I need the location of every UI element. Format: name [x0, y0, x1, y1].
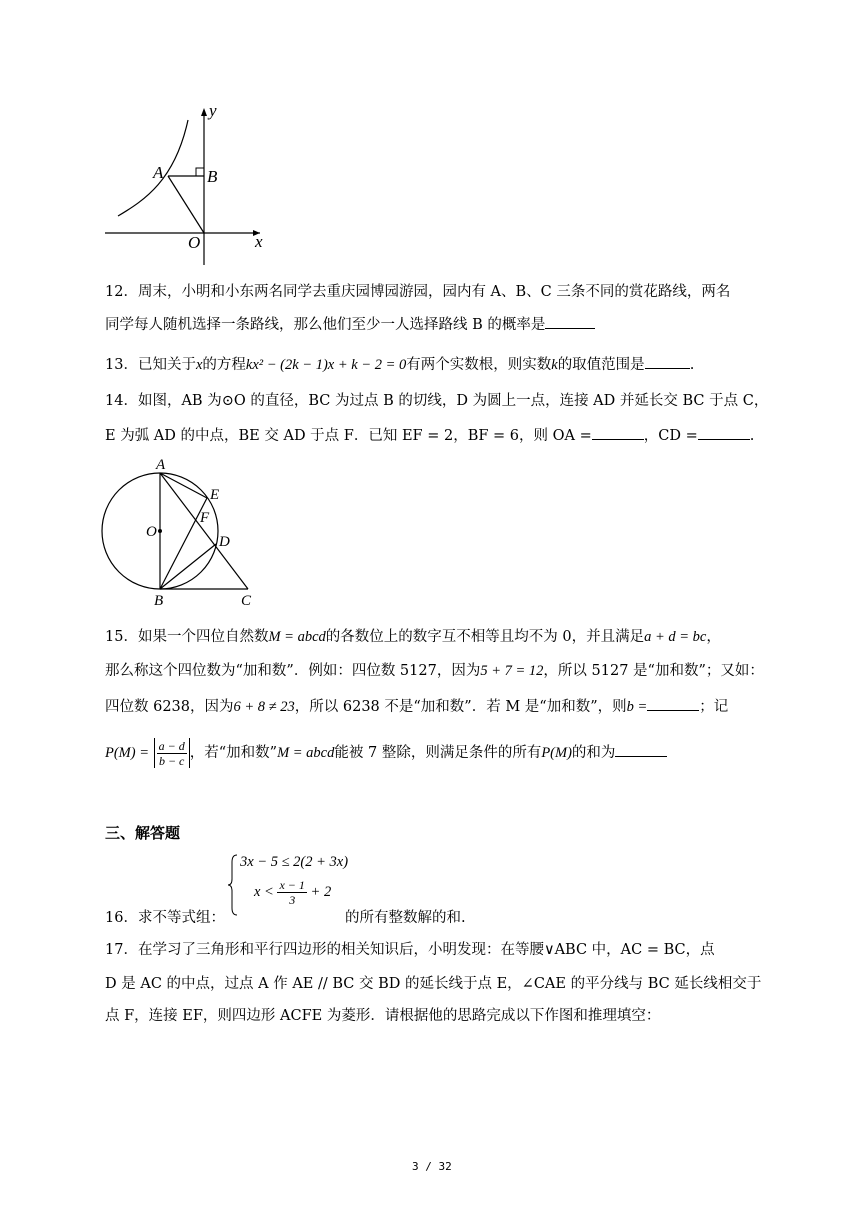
- q16-ineq2-rhs: + 2: [310, 883, 332, 900]
- label-y: y: [209, 101, 217, 120]
- q15-b-blank[interactable]: [647, 696, 699, 711]
- q16-ineq2: [254, 878, 331, 907]
- brace-icon: [228, 854, 238, 916]
- q14-text1: 如图，AB 为⊙O 的直径，BC 为过点 B 的切线，D 为圆上一点，连接 AD 并延长交 BC 于点 C，: [137, 393, 769, 409]
- q15-line2: [105, 661, 764, 681]
- q16-frac-num: x − 1: [279, 878, 305, 892]
- label-d: D: [219, 534, 230, 550]
- q15-text2b: ，所以 5127 是“加和数”；又如：: [543, 663, 764, 679]
- q15-pm2: P(M): [541, 745, 572, 761]
- q16-frac: [277, 878, 306, 907]
- q16-tail: 的所有整数解的和.: [345, 910, 466, 926]
- label-o: O: [188, 233, 201, 252]
- q12-text1: 周末，小明和小东两名同学去重庆园博园游园，园内有 A、B、C 三条不同的赏花路线，两名: [137, 284, 731, 300]
- page-number: 3 / 32: [412, 1160, 452, 1173]
- q12-text2: 同学每人随机选择一条路线，那么他们至少一人选择路线 B 的概率是: [105, 317, 546, 333]
- q13-line: [105, 354, 694, 375]
- q15-text3c: ；记: [699, 699, 729, 715]
- q15-text1a: 如果一个四位自然数: [137, 629, 269, 645]
- q13-tail: 的取值范围是: [557, 357, 645, 373]
- q14-text2c: .: [749, 428, 755, 444]
- q15-abs-frac: [154, 738, 190, 768]
- q16-frac-den: 3: [289, 893, 296, 907]
- q13-answer-blank[interactable]: [645, 354, 690, 369]
- line-ae: [160, 473, 207, 498]
- q12-line1: [105, 282, 730, 302]
- label-e: E: [210, 487, 220, 503]
- q15-text1c: ，: [706, 629, 721, 645]
- q17-text1: 在学习了三角形和平行四边形的相关知识后，小明发现：在等腰∨ABC 中，AC = BC，点: [137, 942, 715, 958]
- q15-m-eq2: M = abcd: [277, 745, 335, 761]
- label-f: F: [200, 510, 210, 526]
- q17-text3: 点 F，连接 EF，则四边形 ACFE 为菱形．请根据他的思路完成以下作图和推理填空：: [105, 1008, 661, 1024]
- q16-ineq1: 3x − 5 ≤ 2(2 + 3x): [240, 854, 349, 870]
- q15-ex1: 5 + 7 = 12: [480, 663, 544, 679]
- q15-pm: P(M) =: [105, 745, 150, 761]
- q15-line3: [105, 696, 728, 717]
- q14-text2b: ，CD =: [643, 428, 698, 444]
- q15-line1: [105, 627, 721, 647]
- q14-cd-blank[interactable]: [698, 425, 750, 440]
- section-title: 三、解答题: [105, 824, 181, 842]
- q15-text4a: ，若“加和数”: [189, 745, 278, 761]
- q17-number: 17．: [105, 942, 138, 958]
- label-x: x: [255, 232, 263, 251]
- label-b2: B: [154, 593, 164, 609]
- q15-text4c: 的和为: [571, 745, 616, 761]
- q15-text3a: 四位数 6238，因为: [105, 699, 234, 715]
- q14-number: 14．: [105, 393, 138, 409]
- q15-frac: [157, 739, 187, 768]
- q17-line1: [105, 940, 715, 960]
- q13-pre: 已知关于: [137, 357, 196, 373]
- q16-number: 16．: [105, 910, 138, 926]
- q13-number: 13．: [105, 357, 138, 373]
- q14-line2: [105, 425, 754, 446]
- q12-line2: [105, 314, 595, 335]
- q14-text2a: E 为弧 AD 的中点，BE 交 AD 于点 F．已知 EF = 2，BF = 6，则 OA =: [105, 428, 592, 444]
- q12-answer-blank[interactable]: [545, 314, 595, 329]
- q12-number: 12．: [105, 284, 138, 300]
- figure-circle-geometry: [100, 452, 270, 612]
- q16-text: 求不等式组：: [137, 910, 225, 926]
- q17-text2: D 是 AC 的中点，过点 A 作 AE // BC 交 BD 的延长线于点 E，∠CAE 的平分线与 BC 延长线相交于: [105, 976, 762, 992]
- q15-frac-den: b − c: [158, 753, 185, 768]
- q15-b-eq: b =: [626, 699, 648, 715]
- label-b: B: [207, 167, 218, 186]
- label-c: C: [241, 593, 252, 609]
- q16-ineq2-lhs: x <: [254, 883, 274, 900]
- q14-line1: [105, 391, 768, 411]
- label-a2: A: [156, 457, 166, 473]
- label-o2: O: [146, 524, 157, 540]
- q16-line: [105, 908, 225, 928]
- q13-var-k: k: [551, 357, 558, 373]
- q13-post: 有两个实数根，则实数: [406, 357, 552, 373]
- q15-m-eq: M = abcd: [268, 629, 326, 645]
- q15-sum-blank[interactable]: [615, 742, 667, 757]
- q15-text2a: 那么称这个四位数为“加和数”．例如：四位数 5127，因为: [105, 663, 481, 679]
- q15-number: 15．: [105, 629, 138, 645]
- q14-oa-blank[interactable]: [592, 425, 644, 440]
- q13-equation: kx² − (2k − 1)x + k − 2 = 0: [245, 357, 407, 373]
- q15-line4: [105, 738, 667, 768]
- q15-text4b: 能被 7 整除，则满足条件的所有: [334, 745, 542, 761]
- q15-frac-num: a − d: [158, 738, 185, 753]
- q13-mid: 的方程: [202, 357, 246, 373]
- q15-text3b: ，所以 6238 不是“加和数”．若 M 是“加和数”，则: [294, 699, 627, 715]
- q13-end: .: [689, 357, 695, 373]
- q15-ex2: 6 + 8 ≠ 23: [233, 699, 295, 715]
- figure-curve-graph: [100, 100, 275, 270]
- q13-var-x: x: [195, 357, 203, 373]
- label-a: A: [153, 163, 164, 182]
- q15-text1b: 的各数位上的数字互不相等且均不为 0，并且满足: [325, 629, 645, 645]
- q15-cond: a + d = bc: [644, 629, 707, 645]
- line-ac: [160, 473, 248, 589]
